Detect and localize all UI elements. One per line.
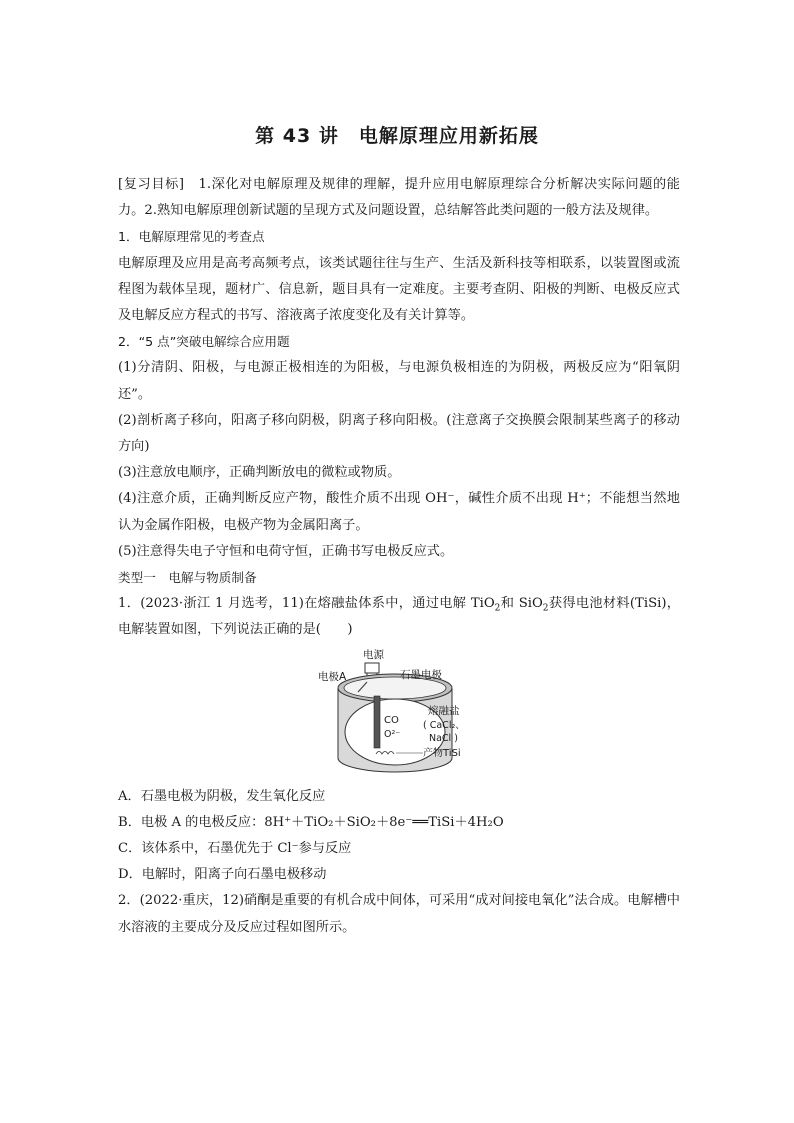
- point-2: (2)剖析离子移向，阳离子移向阴极，阴离子移向阳极。(注意离子交换膜会限制某些离子的移动方向): [118, 412, 680, 455]
- label-graphite-electrode: 石墨电极: [400, 668, 442, 681]
- q1-stem-part: 1．(2023·浙江 1 月选考，11)在熔融盐体系中，通过电解 TiO: [118, 596, 495, 612]
- label-melt-comp-2: NaCl ): [429, 732, 458, 744]
- label-melt-comp-1: ( CaCl₂、: [423, 719, 465, 731]
- label-product-tisi: 产物TiSi: [423, 747, 461, 759]
- question-1-stem: [118, 591, 680, 643]
- point-3: (3)注意放电顺序，正确判断放电的微粒或物质。: [118, 465, 401, 481]
- label-oxide-ion: O²⁻: [384, 728, 401, 740]
- question-2-stem: 2．(2022·重庆，12)硝酮是重要的有机合成中间体，可采用“成对间接电氧化”法合成。电解槽中水溶液的主要成分及反应过程如图所示。: [118, 893, 680, 935]
- type-1-heading: 类型一 电解与物质制备: [118, 570, 257, 586]
- label-co: CO: [384, 714, 399, 726]
- document-body: [118, 172, 680, 941]
- apparatus-diagram: [318, 648, 488, 780]
- q1-stem-part: 和 SiO: [500, 596, 543, 612]
- review-goals: [复习目标] 1.深化对电解原理及规律的理解，提升应用电解原理综合分析解决实际问题的能力。2.熟知电解原理创新试题的呈现方式及问题设置，总结解答此类问题的一般方法及规律。: [118, 177, 680, 219]
- q1-stem-part: 获得电池材料(TiSi)，电解装置如图，下列说法正确的是( ): [118, 596, 680, 638]
- section-1-heading: 1．电解原理常见的考查点: [118, 229, 265, 245]
- electrolysis-apparatus-figure: [118, 648, 680, 782]
- page-title: 第 43 讲 电解原理应用新拓展: [255, 125, 539, 147]
- q1-option-c: C．该体系中，石墨优先于 Cl⁻参与反应: [118, 841, 352, 857]
- section-1-body: 电解原理及应用是高考高频考点，该类试题往往与生产、生活及新科技等相联系，以装置图或流程图为载体呈现，题材广、信息新，题目具有一定难度。主要考查阴、阳极的判断、电极反应式及电解反应方程式的书写、溶液离子浓度变化及有关计算等。: [118, 255, 680, 324]
- section-2-heading: 2．“5 点”突破电解综合应用题: [118, 334, 290, 350]
- label-power: 电源: [363, 648, 384, 661]
- q1-sub: 2: [542, 603, 549, 614]
- q1-sub: 2: [494, 603, 501, 614]
- q1-option-a: A．石墨电极为阴极，发生氧化反应: [118, 788, 326, 804]
- power-source-box: [365, 663, 379, 673]
- point-5: (5)注意得失电子守恒和电荷守恒，正确书写电极反应式。: [118, 543, 454, 559]
- label-molten-salt: 熔融盐: [428, 704, 460, 717]
- graphite-electrode: [374, 696, 380, 748]
- label-electrode-a: 电极A: [318, 670, 347, 683]
- q1-option-b: B．电极 A 的电极反应：8H⁺＋TiO₂＋SiO₂＋8e⁻══TiSi＋4H₂O: [118, 814, 504, 830]
- q1-option-d: D．电解时，阳离子向石墨电极移动: [118, 867, 327, 883]
- point-4: (4)注意介质，正确判断反应产物，酸性介质不出现 OH⁻，碱性介质不出现 H⁺；不能想当然地认为金属作阳极，电极产物为金属阳离子。: [118, 491, 680, 533]
- point-1: (1)分清阴、阳极，与电源正极相连的为阳极，与电源负极相连的为阴极，两极反应为“阳氧阴还”。: [118, 360, 680, 402]
